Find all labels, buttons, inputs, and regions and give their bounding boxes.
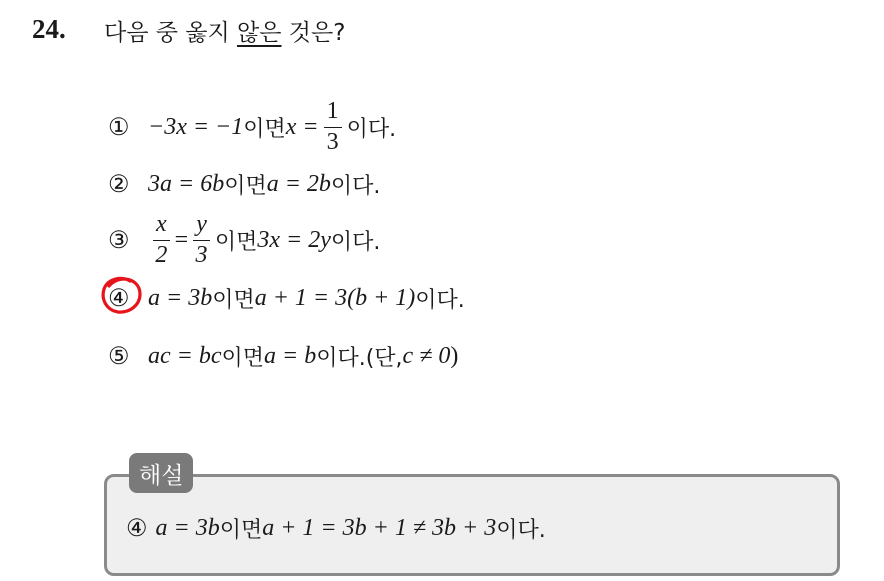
option-4-expr2: a + 1 = 3(b + 1) (254, 284, 416, 311)
solution-mark: ④ (126, 515, 148, 542)
option-5-expr2: a = b (264, 342, 317, 369)
option-5-condition: c ≠ 0 (402, 342, 451, 369)
option-3-frac1-num: x (153, 212, 170, 240)
option-1-fraction (324, 99, 342, 154)
question-text-after: 것은? (281, 20, 346, 46)
option-3-equals: = (174, 226, 189, 253)
option-3-mid: 이면 (214, 229, 258, 255)
question-number: 24. (32, 14, 66, 44)
option-3-expr2: 3x = 2y (257, 226, 331, 253)
question-text-before: 다음 중 옳지 (104, 20, 238, 46)
solution-expr1: a = 3b (155, 514, 220, 541)
option-2-mark: ② (108, 171, 130, 198)
option-4-end: 이다. (415, 287, 465, 313)
option-2-mid: 이면 (224, 173, 267, 199)
option-5-mid: 이면 (221, 345, 265, 371)
option-1-x-eq: x = (285, 113, 319, 140)
option-3-frac2-num: y (193, 212, 210, 240)
solution-expr2: a + 1 = 3b + 1 ≠ 3b + 3 (262, 514, 497, 541)
option-1-mark: ① (108, 114, 130, 141)
option-5-mark: ⑤ (108, 343, 130, 370)
option-4-expr1: a = 3b (148, 284, 213, 311)
option-4[interactable] (108, 278, 465, 318)
option-5-end: 이다.(단, (316, 345, 403, 371)
option-1[interactable] (108, 98, 397, 155)
option-3-fraction-left (153, 212, 170, 267)
option-2[interactable] (108, 164, 380, 204)
option-3[interactable] (108, 211, 381, 268)
question-text (104, 14, 345, 47)
option-3-fraction-right (193, 212, 210, 267)
option-2-end: 이다. (330, 173, 381, 199)
option-4-mark: ④ (108, 285, 130, 312)
solution-mid: 이면 (219, 517, 263, 543)
option-3-end: 이다. (330, 229, 381, 255)
option-1-end: 이다. (346, 116, 397, 142)
option-1-mid: 이면 (243, 116, 286, 142)
option-5[interactable] (108, 336, 458, 376)
option-2-expr1: 3a = 6b (148, 170, 225, 197)
solution-text (126, 508, 546, 548)
question-text-underlined: 않은 (237, 20, 282, 46)
solution-end: 이다. (496, 517, 546, 543)
option-1-frac-den: 3 (326, 128, 339, 155)
option-3-mark: ③ (108, 227, 130, 254)
option-5-expr1: ac = bc (148, 342, 222, 369)
option-3-frac2-den: 3 (195, 241, 208, 268)
option-5-close: ) (450, 342, 459, 369)
option-2-expr2: a = 2b (266, 170, 331, 197)
option-3-frac1-den: 2 (155, 241, 168, 268)
option-1-lhs: −3x = −1 (148, 113, 244, 140)
option-4-mid: 이면 (212, 287, 255, 313)
solution-tag: 해설 (129, 453, 193, 493)
option-1-frac-num: 1 (324, 99, 342, 127)
answer-circle-mark (100, 275, 144, 315)
